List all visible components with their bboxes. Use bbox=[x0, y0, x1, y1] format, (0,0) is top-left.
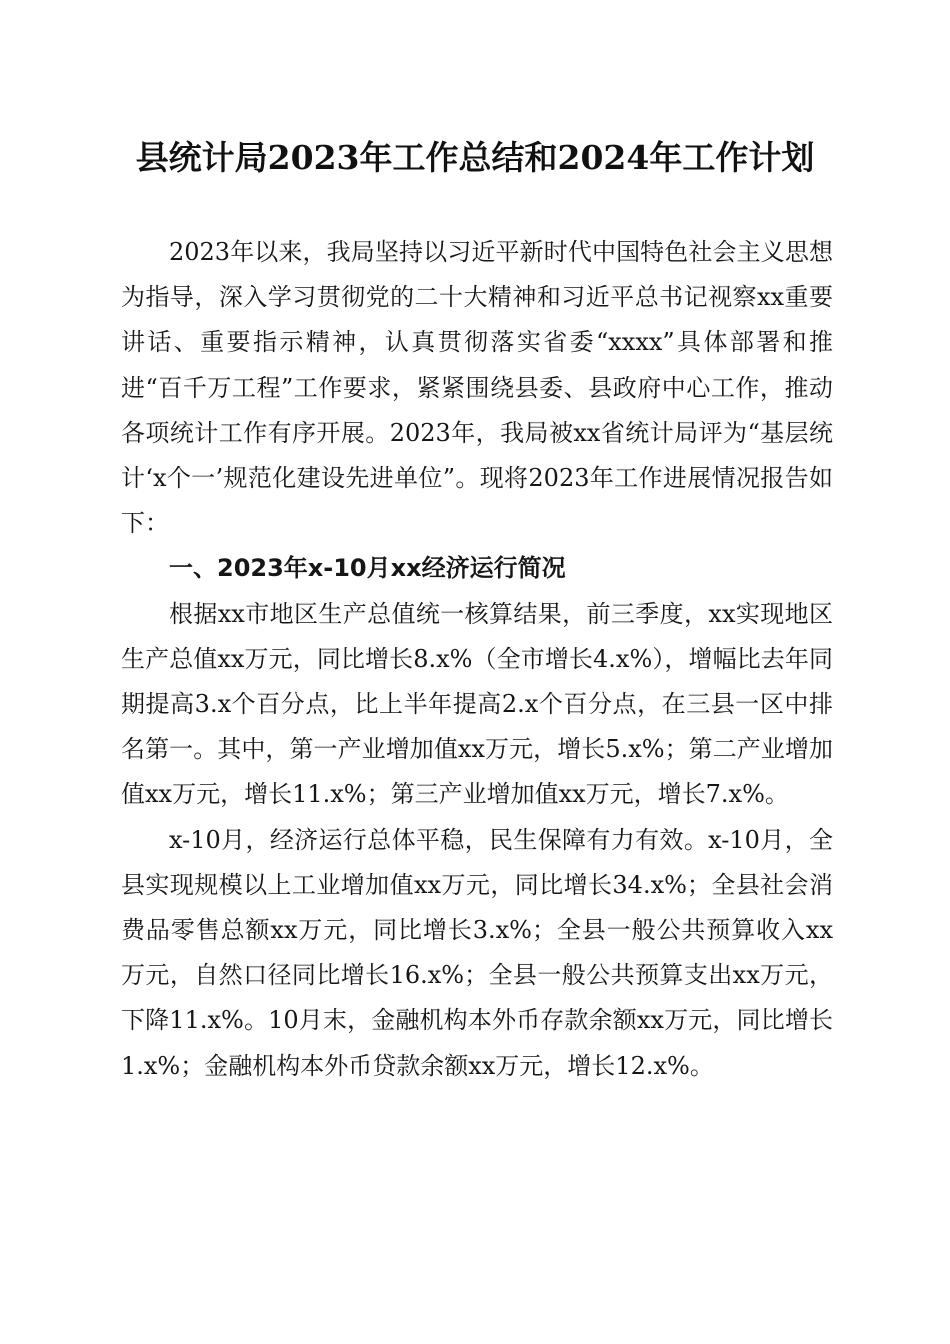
document-title: 县统计局2023年工作总结和2024年工作计划 bbox=[135, 138, 815, 177]
document-body bbox=[121, 230, 833, 1089]
economy-paragraph: x-10月，经济运行总体平稳，民生保障有力有效。x-10月，全县实现规模以上工业增加值xx万元，同比增长34.x%；全县社会消费品零售总额xx万元，同比增长3.x%；全县一般公共预算收入xx万元，自然口径同比增长16.x%；全县一般公共预算支出xx万元，下降11.x%。10月末，金融机构本外币存款余额xx万元，同比增长1.x%；金融机构本外币贷款余额xx万元，增长12.x%。 bbox=[121, 825, 833, 1080]
section-heading: 一、2023年x-10月xx经济运行简况 bbox=[169, 554, 566, 583]
intro-paragraph: 2023年以来，我局坚持以习近平新时代中国特色社会主义思想为指导，深入学习贯彻党的二十大精神和习近平总书记视察xx重要讲话、重要指示精神，认真贯彻落实省委“xxxx”具体部署和推进“百千万工程”工作要求，紧紧围绕县委、县政府中心工作，推动各项统计工作有序开展。2023年，我局被xx省统计局评为“基层统计‘x个一’规范化建设先进单位”。现将2023年工作进展情况报告如下： bbox=[121, 238, 833, 538]
gdp-paragraph: 根据xx市地区生产总值统一核算结果，前三季度，xx实现地区生产总值xx万元，同比增长8.x%（全市增长4.x%），增幅比去年同期提高3.x个百分点，比上半年提高2.x个百分点，在三县一区中排名第一。其中，第一产业增加值xx万元，增长5.x%；第二产业增加值xx万元，增长11.x%；第三产业增加值xx万元，增长7.x%。 bbox=[121, 599, 833, 809]
